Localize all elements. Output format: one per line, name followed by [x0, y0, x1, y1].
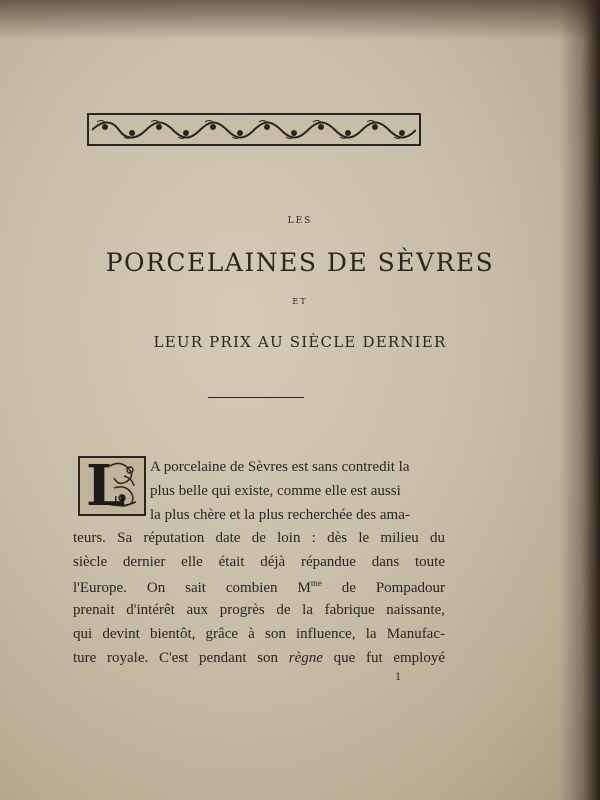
top-shadow: [0, 0, 600, 40]
ornament-scroll-icon: [92, 118, 416, 141]
text-line-5: siècle dernier elle était déjà répandue dans toute: [73, 554, 445, 570]
text-line-6-b: de Pompadour: [321, 580, 445, 596]
page-subtitle: LEUR PRIX AU SIÈCLE DERNIER: [153, 333, 447, 351]
title-et: ET: [292, 297, 308, 306]
text-line-9-em: règne: [288, 650, 323, 666]
text-line-8: qui devint bientôt, grâce à son influence, la Manufac-: [73, 626, 445, 642]
text-line-3: la plus chère et la plus recherchée des ama-: [150, 507, 410, 523]
text-line-9: [73, 650, 445, 667]
text-line-1: A porcelaine de Sèvres est sans contredit la: [150, 459, 410, 475]
title-les: LES: [287, 216, 313, 226]
decorated-initial: [78, 456, 146, 516]
headpiece-ornament: [87, 113, 421, 146]
text-line-6-sup: me: [310, 578, 322, 588]
page-number: 1: [395, 672, 402, 683]
text-line-9-b: que fut employé: [322, 650, 445, 666]
page-edge: [560, 0, 600, 800]
text-line-9-a: ture royale. C'est pendant son: [73, 650, 289, 666]
text-line-2: plus belle qui existe, comme elle est aussi: [150, 483, 401, 499]
text-line-6-a: l'Europe. On sait combien M: [73, 580, 311, 596]
page-title: PORCELAINES DE SÈVRES: [105, 248, 495, 277]
text-line-4: teurs. Sa réputation date de loin : dès le milieu du: [73, 530, 445, 546]
text-line-7: prenait d'intérêt aux progrès de la fabrique naissante,: [73, 602, 445, 618]
initial-letter: L: [86, 456, 126, 516]
title-rule: [208, 397, 304, 398]
text-line-6: [73, 578, 445, 597]
